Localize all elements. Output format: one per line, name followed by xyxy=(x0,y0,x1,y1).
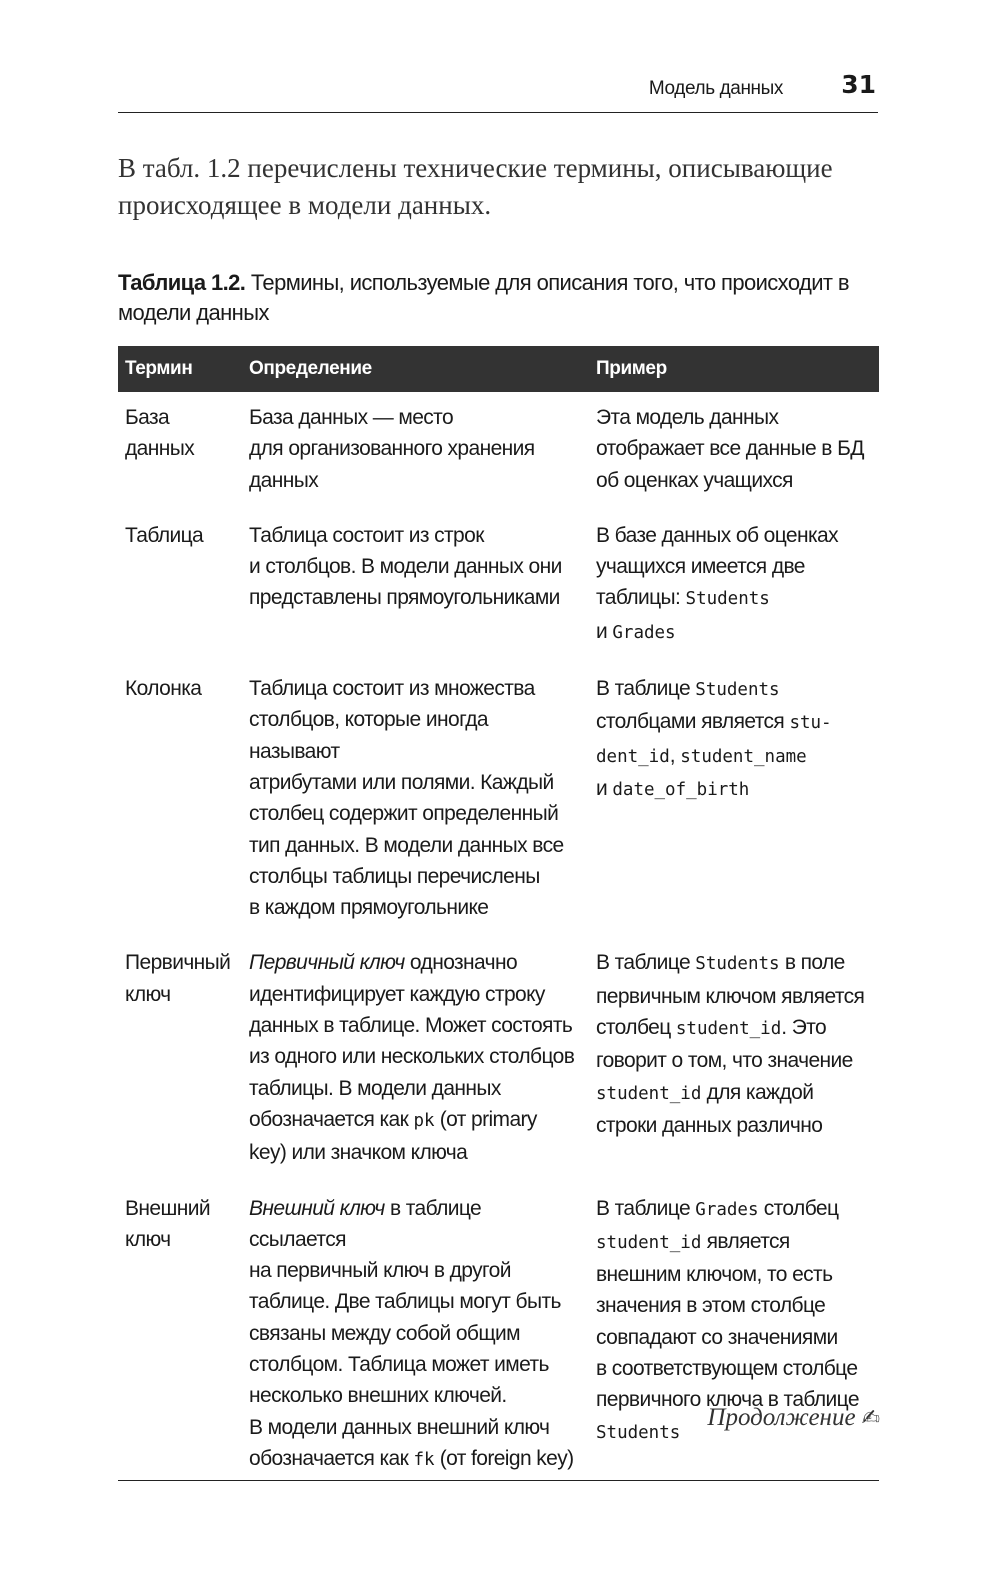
italic-term: Первичный ключ xyxy=(249,951,405,975)
text-span: данных в таблице. Может состоять xyxy=(249,1014,573,1038)
code-span: Students xyxy=(596,1422,681,1443)
definition-line xyxy=(249,1193,583,1256)
text-span: из одного или нескольких столбцов xyxy=(249,1045,575,1069)
intro-paragraph: В табл. 1.2 перечислены технические термины, описывающие происходящее в модели данных. xyxy=(118,153,833,220)
code-span: date_of_birth xyxy=(612,779,750,800)
header-term: Термин xyxy=(118,346,242,392)
cell-definition xyxy=(242,663,589,937)
definition-line xyxy=(249,1318,583,1349)
text-span: говорит о том, что значение xyxy=(596,1049,853,1073)
code-span: Students xyxy=(695,954,780,975)
example-line xyxy=(596,1012,873,1045)
code-span: Grades xyxy=(695,1199,759,1220)
text-span: key) или значком ключа xyxy=(249,1141,468,1165)
definition-line xyxy=(249,1286,583,1317)
text-span: таблице. Две таблицы могут быть xyxy=(249,1290,561,1314)
text-span: является xyxy=(701,1229,790,1253)
cell-example xyxy=(589,1183,879,1481)
text-span: таблицы: xyxy=(596,586,686,610)
code-span: Students xyxy=(695,680,780,701)
text-span: , xyxy=(669,743,681,767)
text-span: строки данных различно xyxy=(596,1113,823,1137)
code-span: pk xyxy=(413,1110,435,1131)
text-span: столбцом. Таблица может иметь xyxy=(249,1353,549,1377)
definition-line xyxy=(249,1349,583,1380)
table-row xyxy=(118,937,879,1182)
definition-line: столбцов, которые иногда называют xyxy=(249,708,488,763)
definition-line xyxy=(249,1137,583,1168)
code-span: Students xyxy=(685,589,770,610)
definition-line xyxy=(249,1010,583,1041)
caption-label: Таблица 1.2. xyxy=(118,270,246,295)
cell-example xyxy=(589,663,879,937)
example-line xyxy=(596,1077,873,1110)
example-line xyxy=(596,465,873,496)
cell-definition xyxy=(242,510,589,663)
definition-line: данных xyxy=(249,468,319,492)
term-line: База xyxy=(125,406,170,429)
text-span: учащихся имеется две xyxy=(596,555,805,579)
term-line: Колонка xyxy=(125,677,202,701)
cell-example xyxy=(589,392,879,510)
text-span: значения в этом столбце xyxy=(596,1294,826,1318)
text-span: несколько внешних ключей. xyxy=(249,1384,507,1408)
header-definition: Определение xyxy=(242,346,589,392)
code-span: student_id xyxy=(596,1232,702,1253)
term-line: Таблица xyxy=(125,523,204,547)
continued-note xyxy=(707,1404,880,1432)
example-line xyxy=(596,706,873,739)
table-header xyxy=(118,346,879,392)
cell-definition xyxy=(242,1183,589,1481)
cell-term xyxy=(118,663,242,937)
text-span: обозначается как xyxy=(249,1107,414,1131)
definition-line xyxy=(249,1104,583,1137)
definition-line: в каждом прямоугольнике xyxy=(249,896,489,920)
definition-line: столбец содержит определенный xyxy=(249,802,559,826)
term-line: данных xyxy=(125,437,195,461)
example-line xyxy=(596,520,873,551)
example-line xyxy=(596,616,873,649)
example-line xyxy=(596,673,873,706)
header-example: Пример xyxy=(589,346,879,392)
text-span: идентифицирует каждую строку xyxy=(249,982,545,1006)
table-row xyxy=(118,392,879,510)
definition-line: Таблица состоит из строк xyxy=(249,523,484,547)
text-span: на первичный ключ в другой xyxy=(249,1259,511,1283)
table-body xyxy=(118,392,879,1481)
text-span: для каждой xyxy=(701,1080,814,1104)
definition-line xyxy=(249,1380,583,1411)
definition-line: атрибутами или полями. Каждый xyxy=(249,770,554,794)
text-span: и xyxy=(596,619,613,643)
definition-line: столбцы таблицы перечислены xyxy=(249,864,540,888)
text-span: таблицы. В модели данных xyxy=(249,1076,501,1100)
table-row xyxy=(118,1183,879,1481)
definition-line xyxy=(249,1073,583,1104)
text-span: обозначается как xyxy=(249,1446,414,1470)
definition-line xyxy=(249,1255,583,1286)
definition-line xyxy=(249,947,583,978)
definition-line xyxy=(249,979,583,1010)
code-span: student_id xyxy=(596,1083,702,1104)
text-span: столбец xyxy=(596,1016,676,1040)
text-span: (от foreign key) xyxy=(434,1446,574,1470)
text-span: В таблице xyxy=(596,1196,696,1220)
page-header xyxy=(118,66,878,113)
example-line xyxy=(596,1045,873,1076)
example-line xyxy=(596,740,873,773)
term-line: Внешний xyxy=(125,1196,210,1220)
text-span: и xyxy=(596,776,613,800)
text-span: однозначно xyxy=(404,951,518,975)
text-span: в поле xyxy=(779,951,845,975)
text-span: В модели данных внешний ключ xyxy=(249,1415,550,1439)
cell-term xyxy=(118,1183,242,1481)
table-row xyxy=(118,663,879,937)
definition-line: Таблица состоит из множества xyxy=(249,677,535,701)
text-span: В таблице xyxy=(596,677,696,701)
definition-line: База данных — место xyxy=(249,406,454,429)
continued-label: Продолжение xyxy=(707,1404,856,1431)
example-line xyxy=(596,402,873,433)
example-line xyxy=(596,1193,873,1226)
code-span: Grades xyxy=(612,622,676,643)
example-line xyxy=(596,1353,873,1384)
example-line xyxy=(596,1259,873,1290)
code-span: fk xyxy=(413,1449,435,1470)
running-title: Модель данных xyxy=(648,78,783,99)
cell-definition xyxy=(242,937,589,1182)
example-line xyxy=(596,433,873,464)
text-span: . Это xyxy=(781,1016,827,1040)
italic-term: Внешний ключ xyxy=(249,1196,385,1220)
text-span: в таблице ссылается xyxy=(249,1196,482,1251)
term-line: Первичный xyxy=(125,951,231,975)
definition-line xyxy=(249,1412,583,1443)
text-span: внешним ключом, то есть xyxy=(596,1263,833,1287)
definition-line xyxy=(249,1443,583,1476)
text-span: Эта модель данных xyxy=(596,406,779,429)
terms-table xyxy=(118,346,879,1481)
caption-text: Термины, используемые для описания того, что происходит в модели данных xyxy=(118,270,849,325)
text-span: столбец xyxy=(758,1196,839,1220)
text-span: первичным ключом является xyxy=(596,984,865,1008)
example-line xyxy=(596,582,873,615)
code-span: student_name xyxy=(680,746,807,767)
text-span: в соответствующем столбце xyxy=(596,1357,858,1381)
cell-term xyxy=(118,937,242,1182)
definition-line: для организованного хранения xyxy=(249,437,535,461)
page-number: 31 xyxy=(841,70,876,99)
example-line xyxy=(596,947,873,980)
example-line xyxy=(596,1110,873,1141)
term-line: ключ xyxy=(125,982,171,1006)
example-line xyxy=(596,1290,873,1321)
term-line: ключ xyxy=(125,1227,171,1251)
example-line xyxy=(596,1322,873,1353)
definition-line: представлены прямоугольниками xyxy=(249,586,560,610)
cell-example xyxy=(589,937,879,1182)
header-row xyxy=(118,346,879,392)
example-line xyxy=(596,773,873,806)
text-span: об оценках учащихся xyxy=(596,468,793,492)
text-span: столбцами является xyxy=(596,710,790,734)
text-span: первичного ключа в таблице xyxy=(596,1388,859,1412)
text-span: отображает все данные в БД xyxy=(596,437,864,461)
definition-line: тип данных. В модели данных все xyxy=(249,833,564,857)
example-line xyxy=(596,551,873,582)
cell-definition xyxy=(242,392,589,510)
example-line xyxy=(596,981,873,1012)
text-span: В базе данных об оценках xyxy=(596,523,839,547)
pencil-icon: ✍ xyxy=(861,1405,880,1431)
text-span: (от primary xyxy=(434,1107,537,1131)
definition-line xyxy=(249,1041,583,1072)
text-span: В таблице xyxy=(596,951,696,975)
example-line xyxy=(596,1226,873,1259)
code-span: stu- xyxy=(789,713,832,734)
table-row xyxy=(118,510,879,663)
cell-term xyxy=(118,392,242,510)
definition-line: и столбцов. В модели данных они xyxy=(249,555,562,579)
text-span: совпадают со значениями xyxy=(596,1325,838,1349)
code-span: student_id xyxy=(675,1019,782,1040)
code-span: dent_id xyxy=(596,746,670,767)
text-span: связаны между собой общим xyxy=(249,1321,520,1345)
cell-term xyxy=(118,510,242,663)
table-caption xyxy=(118,268,878,328)
cell-example xyxy=(589,510,879,663)
